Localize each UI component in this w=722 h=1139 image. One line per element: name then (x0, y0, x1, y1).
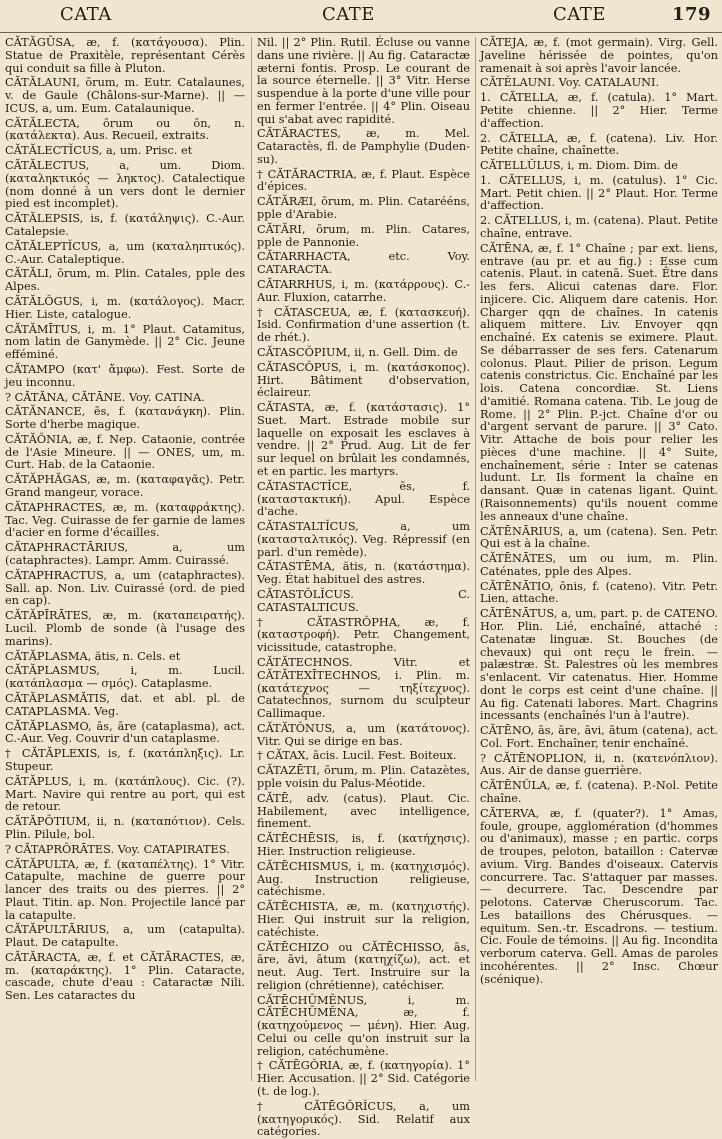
dictionary-entry: ? CĂTĂNA, CĂTĀNE. Voy. CATINA. (5, 390, 205, 404)
dictionary-entry: CĂTASCŎPUS, i, m. (κατάσκοπος). Hirt. Bâtiment d'observation, éclaireur. (257, 360, 470, 400)
dictionary-entry: CĂTĂŎNIA, æ, f. Nep. Cataonie, contrée de l'Asie Mineure. || — ONES, um, m. Curt. Hab. de la Cataonie. (5, 432, 245, 472)
dictionary-entry: CĂTERVA, æ, f. (quater?). 1° Amas, foule, groupe, agglomération (d'hommes ou d'animaux), masse ; en partic. corps de troupes, peloton, bataillon : Catervæ avium. Virg. Bandes d'oiseaux. Catervis concurrere. Tac. S'attaquer par masses. — decurrere. Tac. Descendre par pelotons. Catervæ Cheruscorum. Tac. Les bataillons des Chérusques. — equitum. Sen.-tr. Escadrons. — testium. Cic. Foule de témoins. || Au fig. Incondita verborum caterva. Gell. Amas de paroles incohérentes. || 2° Insc. Chœur (scénique). (480, 806, 718, 986)
dictionary-entry: CĂTĒCHIZO ou CĂTĒCHISSO, ās, āre, āvi, ātum (κατηχίζω), act. et neut. Aug. Tert. Instruire sur la religion (chrétienne), catéchiser. (257, 940, 470, 992)
dictionary-entry: CĂTĂLECTA, ōrum ou ōn, n. (κατάλεκτα). Aus. Recueil, extraits. (5, 116, 245, 143)
dictionary-entry: CĂTĂTŎNUS, a, um (κατάτονος). Vitr. Qui se dirige en bas. (257, 721, 470, 748)
dictionary-entry: CĂTĂLŎGUS, i, m. (κατάλογος). Macr. Hier. Liste, catalogue. (5, 295, 245, 321)
dictionary-entry: CĂTĒ, adv. (catus). Plaut. Cic. Habilement, avec intelligence, finement. (257, 791, 470, 831)
dictionary-entry: CĂTASTA, æ, f. (κατάστασις). 1° Suet. Mart. Estrade mobile sur laquelle on exposait les esclaves à vendre. || 2° Prud. Aug. Lit de fer sur lequel on brûlait les condamnés, et en partic. les martyrs. (257, 401, 470, 478)
dictionary-entry: CĂTĔLAUNI. Voy. CATALAUNI. (480, 76, 660, 90)
dictionary-entry: CĂTAPHRACTUS, a, um (cataphractes). Sall. ap. Non. Liv. Cuirassé (ord. de pied en cap). (5, 568, 245, 608)
dictionary-entry: CĂTĂLECTĬCUS, a, um. Prisc. et (5, 144, 193, 158)
dictionary-entry: 1. CĂTELLUS, i, m. (catulus). 1° Cic. Mart. Petit chien. || 2° Plaut. Hor. Terme d'affection. (480, 173, 718, 213)
column-divider (251, 37, 252, 1081)
dictionary-entry: † CĂTĒGŎRIA, æ, f. (κατηγορία). 1° Hier. Accusation. || 2° Sid. Catégorie (t. de log.). (257, 1059, 470, 1098)
dictionary-entry: CĂTASTALTĬCUS, a, um (κατασταλτικός). Veg. Répressif (en parl. d'un remède). (257, 520, 470, 559)
column-right (480, 37, 718, 1081)
column-divider (475, 37, 476, 1081)
dictionary-entry: CĂTĂNANCE, ēs, f. (κατανάγκη). Plin. Sorte d'herbe magique. (5, 405, 245, 432)
dictionary-entry: ? CĂTĒNOPLION, ii, n. (κατενόπλιον). Aus. Air de danse guerrière. (480, 751, 718, 778)
dictionary-entry: CĂTĂMĪTUS, i, m. 1° Plaut. Catamitus, nom latin de Ganymède. || 2° Cic. Jeune efféminé. (5, 322, 245, 362)
dictionary-entry: CĂTELLŬLUS, i, m. Diom. Dim. de (480, 159, 678, 173)
dictionary-entry: CĂTĂLI, ōrum, m. Plin. Catales, pple des Alpes. (5, 267, 245, 294)
dictionary-entry: CĂTARRHUS, i, m. (κατάρρους). C.-Aur. Fluxion, catarrhe. (257, 278, 470, 304)
dictionary-entry: CĂTĂPLASMĂTIS, dat. et abl. pl. de CATAPLASMA. Veg. (5, 691, 245, 718)
dictionary-entry: CĂTASCŎPIUM, ii, n. Gell. Dim. de (257, 346, 458, 359)
dictionary-entry: CĂTĂLECTUS, a, um. Diom. (καταληκτικός — ληκτος). Catalectique (nom donné à un vers dont le dernier pied est incomplet). (5, 159, 245, 211)
dictionary-entry: † CĂTAX, ācis. Lucil. Fest. Boiteux. (257, 749, 457, 763)
running-header (0, 0, 722, 34)
column-middle (257, 36, 470, 1139)
dictionary-entry: 1. CĂTELLA, æ, f. (catula). 1° Mart. Petite chienne. || 2° Hier. Terme d'affection. (480, 91, 718, 130)
column-left (5, 37, 245, 1081)
dictionary-entry: CĂTĂPLUS, i, m. (κατάπλους). Cic. (?). Mart. Navire qui rentre au port, qui est de retour. (5, 774, 245, 814)
dictionary-entry: CĂTĂPŌTIUM, ii, n. (καταπότιον). Cels. Plin. Pilule, bol. (5, 815, 245, 841)
dictionary-entry: † CĂTĂRACTRIA, æ, f. Plaut. Espèce d'épices. (257, 167, 470, 194)
dictionary-entry: CĂTEJA, æ, f. (mot germain). Virg. Gell. Javeline hérissée de pointes, qu'on ramenait à soi après l'avoir lancée. (480, 36, 718, 75)
dictionary-entry: Nil. || 2° Plin. Rutil. Écluse ou vanne dans une rivière. || Au fig. Cataractæ æterni fontis. Prosp. Le courant de la source éternelle. || 3° Vitr. Herse suspendue à la porte d'une ville pour en fermer l'entrée. || 4° Plin. Oiseau qui s'abat avec rapidité. (257, 36, 470, 126)
dictionary-entry: CĂTARRHACTA, etc. Voy. CATARACTA. (257, 250, 470, 277)
dictionary-entry: CĂTĒNĀTUS, a, um, part. p. de CATENO. Hor. Plin. Lié, enchaîné, attaché : Catenatæ linguæ. St. Bouches (de chevaux) qui ont reçu le frein. — palæstræ. St. Palestres où les membres s'enlacent. Vir catenatus. Hier. Homme dont le corps est ceint d'une chaîne. || Au fig. Catenati labores. Mart. Chagrins incessants (enchaînés l'un à l'autre). (480, 607, 718, 723)
dictionary-entry: CĂTĒNĀRIUS, a, um (catena). Sen. Petr. Qui est à la chaîne. (480, 524, 718, 551)
dictionary-entry: CĂTĂLAUNI, ōrum, m. Eutr. Catalaunes, v. de Gaule (Châlons-sur-Marne). || — ICUS, a, um. Eum. Catalaunique. (5, 76, 245, 115)
dictionary-entry: † CĂTĂPLEXIS, is, f. (κατάπληξις). Lr. Stupeur. (5, 747, 245, 773)
dictionary-entry: CĂTĒNA, æ, f. 1° Chaîne ; par ext. liens, entrave (au pr. et au fig.) : Esse cum catenis. Plaut. in catenā. Suet. Être dans les fers. Alicui catenas dare. Flor. injicere. Cic. Aliquem dare catenis. Hor. Charger qqn de chaînes. In catenis aliquem mittere. Liv. Envoyer qqn enchaîné. Ex catenis se eximere. Plaut. Se débarrasser de ses fers. Catenarum colonus. Plaut. Pilier de prison. Legum catenis constrictus. Cic. Enchaîné par les lois. Catena concordiæ. St. Liens d'amitié. Romana catena. Tib. Le joug de Rome. || 2° Plin. P.-jct. Chaîne d'or ou d'argent servant de parure. || 3° Cato. Vitr. Attache de bois pour relier les pièces d'une machine. || 4° Suite, enchaînement, série : Inter se catenas ludunt. Lr. Ils forment la chaîne en dansant. Quæ in catenas ligant. Quint. (Raisonnements) qu'ils nouent comme les anneaux d'une chaîne. (480, 241, 718, 523)
header-right-guide-word: CATE (553, 4, 606, 25)
dictionary-columns (0, 36, 722, 1139)
dictionary-entry: CĂTĂRI, ōrum, m. Plin. Catares, pple de Pannonie. (257, 222, 470, 249)
dictionary-entry: CĂTĒCHĒSIS, is, f. (κατήχησις). Hier. Instruction religieuse. (257, 832, 470, 858)
dictionary-entry: CĂTĂPULTĀRIUS, a, um (catapulta). Plaut. De catapulte. (5, 923, 245, 950)
dictionary-entry: † CĂTASTRŎPHA, æ, f. (καταστροφή). Petr. Changement, vicissitude, catastrophe. (257, 615, 470, 655)
dictionary-entry: CĂTAZĒTI, ōrum, m. Plin. Catazètes, pple voisin du Palus-Méotide. (257, 764, 470, 791)
dictionary-entry: CĂTĂGŪSA, æ, f. (κατάγουσα). Plin. Statue de Praxitèle, représentant Cérès qui conduit sa fille à Pluton. (5, 36, 245, 75)
dictionary-entry: CĂTĂPĪRĀTES, æ, m. (καταπειρατής). Lucil. Plomb de sonde (à l'usage des marins). (5, 609, 245, 648)
dictionary-entry: † CĂTASCEUA, æ, f. (κατασκευή). Isid. Confirmation d'une assertion (t. de rhét.). (257, 305, 470, 345)
dictionary-entry: CĂTĂRACTES, æ, m. Mel. Cataractès, fl. de Pamphylie (Duden-su). (257, 127, 470, 166)
dictionary-entry: CĂTĂPULTA, æ, f. (καταπέλτης). 1° Vitr. Catapulte, machine de guerre pour lancer des traits ou des pierres. || 2° Plaut. Titin. ap. Non. Projectile lancé par la catapulte. (5, 857, 245, 922)
dictionary-entry: CĂTĒNĀTES, um ou ium, m. Plin. Caténates, pple des Alpes. (480, 552, 718, 578)
dictionary-entry: 2. CĂTELLA, æ, f. (catena). Liv. Hor. Petite chaîne, chaînette. (480, 131, 718, 158)
dictionary-entry: CĂTAPHRACTĀRIUS, a, um (cataphractes). Lampr. Amm. Cuirassé. (5, 541, 245, 567)
dictionary-entry: CĂTĒCHŪMĔNUS, i, m. CĂTĒCHŪMĔNA, æ, f. (κατηχούμενος — μένη). Hier. Aug. Celui ou celle qu'on instruit sur la religion, catéchumène. (257, 993, 470, 1058)
dictionary-entry: 2. CĂTELLUS, i, m. (catena). Plaut. Petite chaîne, entrave. (480, 214, 718, 241)
dictionary-entry: CĂTASTĒMA, ătis, n. (κατάστημα). Veg. État habituel des astres. (257, 560, 470, 587)
dictionary-entry: CĂTĂTECHNOS. Vitr. et CĂTĂTEXĪTECHNOS, i. Plin. m. (κατάτεχνος — τηξίτεχνος). Catatechnos, surnom du sculpteur Callimaque. (257, 656, 470, 720)
dictionary-entry: ? CĂTAPRŌRĀTES. Voy. CATAPIRATES. (5, 842, 230, 856)
dictionary-entry: CĂTĂPLASMO, ās, āre (cataplasma), act. C.-Aur. Veg. Couvrir d'un cataplasme. (5, 719, 245, 746)
dictionary-entry: CĂTĂPHĂGAS, æ, m. (καταφαγᾶς). Petr. Grand mangeur, vorace. (5, 473, 245, 500)
dictionary-entry: CĂTASTŎLĬCUS. C. CATASTALTICUS. (257, 588, 470, 614)
dictionary-entry: CĂTĒNŬLA, æ, f. (catena). P.-Nol. Petite chaîne. (480, 779, 718, 806)
header-rule (0, 32, 722, 33)
dictionary-entry: CĂTĂLEPTĬCUS, a, um (καταληπτικός). C.-Aur. Cataleptique. (5, 239, 245, 266)
dictionary-entry: CĂTĂRACTA, æ, f. et CĂTĂRACTES, æ, m. (καταράκτης). 1° Plin. Cataracte, cascade, chute d'eau : Cataractæ Nili. Sen. Les cataractes du (5, 950, 245, 1003)
dictionary-entry: CĂTĒNO, ās, āre, āvi, ātum (catena), act. Col. Fort. Enchaîner, tenir enchaîné. (480, 724, 718, 750)
header-left-guide-word: CATA (60, 4, 112, 25)
dictionary-entry: CĂTĂLEPSIS, is, f. (κατάληψις). C.-Aur. Catalepsie. (5, 212, 245, 238)
dictionary-entry: † CĂTĒGŎRĬCUS, a, um (κατηγορικός). Sid. Relatif aux catégories. (257, 1099, 470, 1139)
dictionary-entry: CĂTĒCHISMUS, i, m. (κατηχισμός). Aug. Instruction religieuse, catéchisme. (257, 859, 470, 899)
dictionary-entry: CĂTĂRÆI, ōrum, m. Plin. Catarééns, pple d'Arabie. (257, 195, 470, 222)
dictionary-entry: CĂTĂPLASMUS, i, m. Lucil. (κατάπλασμα — σμός). Cataplasme. (5, 664, 245, 691)
dictionary-entry: CĂTASTACTĬCE, ēs, f. (καταστακτική). Apul. Espèce d'ache. (257, 479, 470, 519)
dictionary-entry: CĂTAMPO (κατ' ἄμφω). Fest. Sorte de jeu inconnu. (5, 362, 245, 389)
dictionary-entry: CĂTĒNĀTIO, ōnis, f. (cateno). Vitr. Petr. Lien, attache. (480, 579, 718, 606)
page-number: 179 (672, 4, 712, 25)
header-center-guide-word: CATE (322, 4, 375, 25)
dictionary-entry: CĂTĂPLASMA, ătis, n. Cels. et (5, 649, 181, 663)
dictionary-entry: CĂTAPHRACTES, æ, m. (καταφράκτης). Tac. Veg. Cuirasse de fer garnie de lames d'acier en forme d'écailles. (5, 500, 245, 540)
dictionary-entry: CĂTĒCHISTA, æ, m. (κατηχιστής). Hier. Qui instruit sur la religion, catéchiste. (257, 900, 470, 939)
